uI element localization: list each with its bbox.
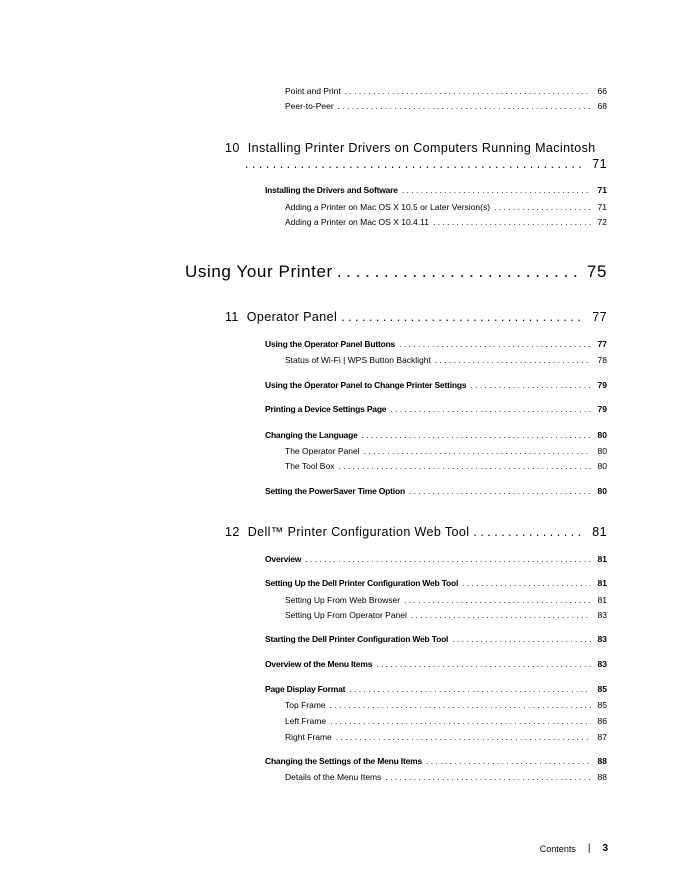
toc-entry-title: Details of the Menu Items bbox=[285, 772, 382, 782]
toc-entry-title: The Operator Panel bbox=[285, 446, 360, 456]
section-title: Changing the Language bbox=[265, 430, 358, 440]
toc-entry-title: Adding a Printer on Mac OS X 10.5 or Later Version(s) bbox=[285, 202, 491, 212]
toc-chapter-12[interactable] bbox=[225, 525, 607, 539]
dot-leader bbox=[345, 86, 591, 96]
dot-leader bbox=[399, 339, 591, 349]
toc-entry[interactable] bbox=[285, 202, 607, 212]
dot-leader bbox=[435, 355, 591, 365]
toc-section[interactable] bbox=[265, 756, 607, 766]
section-page: 71 bbox=[597, 185, 607, 195]
toc-section[interactable] bbox=[265, 554, 607, 564]
chapter-page: 81 bbox=[592, 525, 607, 539]
dot-leader bbox=[409, 486, 591, 496]
dot-leader bbox=[330, 700, 591, 710]
section-title: Starting the Dell Printer Configuration Web Tool bbox=[265, 634, 449, 644]
toc-section[interactable] bbox=[265, 659, 607, 669]
toc-entry-point-and-print[interactable] bbox=[285, 86, 607, 96]
toc-entry-title: Adding a Printer on Mac OS X 10.4.11 bbox=[285, 217, 429, 227]
dot-leader bbox=[404, 595, 591, 605]
toc-entry[interactable] bbox=[285, 716, 607, 726]
section-title: Page Display Format bbox=[265, 684, 346, 694]
section-page: 83 bbox=[597, 659, 607, 669]
toc-entry[interactable] bbox=[285, 732, 607, 742]
toc-section[interactable] bbox=[265, 404, 607, 414]
section-title: Overview of the Menu Items bbox=[265, 659, 373, 669]
dot-leader bbox=[341, 310, 583, 324]
toc-entry-title: Right Frame bbox=[285, 732, 332, 742]
dot-leader bbox=[336, 732, 591, 742]
dot-leader bbox=[402, 185, 591, 195]
toc-entry-page: 72 bbox=[597, 217, 607, 227]
section-title: Using the Operator Panel Buttons bbox=[265, 339, 396, 349]
toc-entry-page: 85 bbox=[597, 700, 607, 710]
chapter-number: 11 bbox=[225, 310, 239, 324]
section-page: 80 bbox=[597, 486, 607, 496]
section-page: 80 bbox=[597, 430, 607, 440]
section-title: Changing the Settings of the Menu Items bbox=[265, 756, 423, 766]
toc-entry-page: 87 bbox=[597, 732, 607, 742]
chapter-page: 77 bbox=[592, 310, 607, 324]
section-title: Overview bbox=[265, 554, 302, 564]
toc-entry-peer-to-peer[interactable] bbox=[285, 101, 607, 111]
toc-section[interactable] bbox=[265, 430, 607, 440]
section-title: Installing the Drivers and Software bbox=[265, 185, 398, 195]
dot-leader bbox=[385, 772, 591, 782]
footer-separator: | bbox=[587, 843, 591, 854]
chapter-page: 71 bbox=[592, 157, 607, 171]
toc-section[interactable] bbox=[265, 684, 607, 694]
section-page: 81 bbox=[597, 554, 607, 564]
chapter-title: Dell™ Printer Configuration Web Tool bbox=[247, 525, 470, 539]
section-title: Using the Operator Panel to Change Printer Settings bbox=[265, 380, 467, 390]
dot-leader bbox=[364, 446, 591, 456]
toc-entry-page: 71 bbox=[597, 202, 607, 212]
toc-section[interactable] bbox=[265, 380, 607, 390]
toc-part-using-your-printer[interactable] bbox=[185, 262, 607, 282]
section-page: 88 bbox=[597, 756, 607, 766]
dot-leader bbox=[337, 262, 583, 282]
dot-leader bbox=[305, 554, 591, 564]
section-page: 83 bbox=[597, 634, 607, 644]
chapter-title: Operator Panel bbox=[246, 310, 338, 324]
toc-chapter-10[interactable] bbox=[225, 141, 607, 155]
toc-entry-title: Setting Up From Operator Panel bbox=[285, 610, 407, 620]
section-title: Printing a Device Settings Page bbox=[265, 404, 387, 414]
toc-section[interactable] bbox=[265, 339, 607, 349]
section-page: 79 bbox=[597, 380, 607, 390]
toc-entry-title: Top Frame bbox=[285, 700, 326, 710]
toc-entry-title: Status of Wi-Fi | WPS Button Backlight bbox=[285, 355, 431, 365]
section-page: 85 bbox=[597, 684, 607, 694]
dot-leader bbox=[362, 430, 591, 440]
toc-entry-title: Setting Up From Web Browser bbox=[285, 595, 401, 605]
section-page: 81 bbox=[597, 578, 607, 588]
section-page: 77 bbox=[597, 339, 607, 349]
dot-leader bbox=[338, 101, 591, 111]
toc-entry[interactable] bbox=[285, 217, 607, 227]
toc-entry-page: 80 bbox=[597, 446, 607, 456]
toc-entry-page: 86 bbox=[597, 716, 607, 726]
footer-label: Contents bbox=[539, 843, 576, 854]
toc-section[interactable] bbox=[265, 486, 607, 496]
dot-leader bbox=[245, 157, 583, 171]
toc-entry[interactable] bbox=[285, 595, 607, 605]
dot-leader bbox=[452, 634, 591, 644]
dot-leader bbox=[390, 404, 591, 414]
toc-entry-title: Left Frame bbox=[285, 716, 327, 726]
toc-entry-page: 80 bbox=[597, 461, 607, 471]
toc-chapter-11[interactable] bbox=[225, 310, 607, 324]
dot-leader bbox=[411, 610, 591, 620]
toc-entry-page: 78 bbox=[597, 355, 607, 365]
chapter-number: 12 bbox=[225, 525, 240, 539]
toc-entry-page: 83 bbox=[597, 610, 607, 620]
dot-leader bbox=[433, 217, 591, 227]
toc-entry-page: 81 bbox=[597, 595, 607, 605]
dot-leader bbox=[349, 684, 591, 694]
toc-entry[interactable] bbox=[285, 355, 607, 365]
toc-entry-page: 68 bbox=[597, 101, 607, 111]
toc-entry-page: 88 bbox=[597, 772, 607, 782]
toc-entry-title: The Tool Box bbox=[285, 461, 335, 471]
toc-entry[interactable] bbox=[285, 700, 607, 710]
footer-page-number: 3 bbox=[602, 843, 608, 854]
dot-leader bbox=[494, 202, 591, 212]
toc-chapter-10-leader bbox=[245, 157, 607, 171]
dot-leader bbox=[462, 578, 591, 588]
toc-section[interactable] bbox=[265, 578, 607, 588]
toc-section[interactable] bbox=[265, 634, 607, 644]
section-title: Setting the PowerSaver Time Option bbox=[265, 486, 405, 496]
dot-leader bbox=[473, 525, 583, 539]
chapter-title: Installing Printer Drivers on Computers Running Macintosh bbox=[247, 141, 596, 155]
part-page: 75 bbox=[586, 262, 607, 281]
dot-leader bbox=[338, 461, 591, 471]
dot-leader bbox=[470, 380, 591, 390]
section-page: 79 bbox=[597, 404, 607, 414]
toc-entry[interactable] bbox=[285, 446, 607, 456]
dot-leader bbox=[330, 716, 591, 726]
dot-leader bbox=[426, 756, 591, 766]
toc-entry-title: Point and Print bbox=[285, 86, 341, 96]
page-footer bbox=[530, 843, 608, 854]
toc-entry-title: Peer-to-Peer bbox=[285, 101, 334, 111]
chapter-number: 10 bbox=[225, 141, 240, 155]
section-title: Setting Up the Dell Printer Configuration Web Tool bbox=[265, 578, 459, 588]
toc-entry[interactable] bbox=[285, 461, 607, 471]
part-title: Using Your Printer bbox=[185, 262, 333, 281]
toc-section[interactable] bbox=[265, 185, 607, 195]
dot-leader bbox=[376, 659, 591, 669]
toc-entry-page: 66 bbox=[597, 86, 607, 96]
toc-entry[interactable] bbox=[285, 772, 607, 782]
toc-entry[interactable] bbox=[285, 610, 607, 620]
